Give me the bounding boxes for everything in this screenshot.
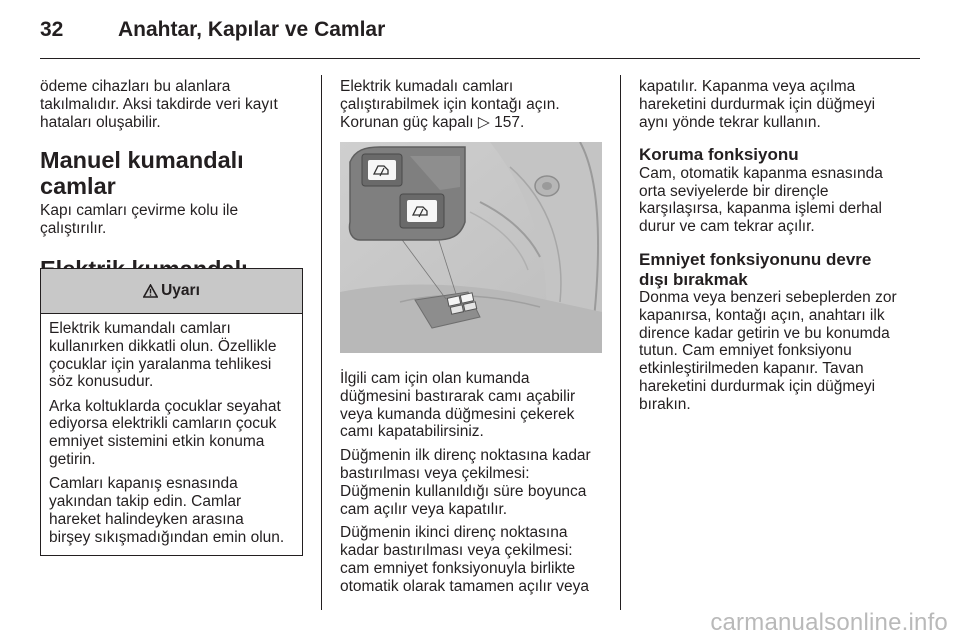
warning-triangle-icon	[143, 284, 158, 298]
intro-paragraph: Elektrik kumadalı camları çalıştırabilmek için kontağı açın. Korunan güç kapalı ▷ 157.	[340, 78, 560, 131]
warning-body	[41, 314, 302, 547]
manuel-paragraph: Kapı camları çevirme kolu ile çalıştırılır.	[40, 202, 239, 238]
door-window-switches-image	[340, 142, 602, 353]
column-2-lower	[340, 370, 602, 596]
header-divider	[40, 58, 920, 59]
intro-paragraph: ödeme cihazları bu alanlara takılmalıdır. Aksi takdirde veri kayıt hataları oluşabilir.	[40, 78, 278, 131]
heading-protection-function: Koruma fonksiyonu	[639, 145, 799, 165]
page-title: Anahtar, Kapılar ve Camlar	[118, 18, 386, 41]
second-resistance-paragraph: Düğmenin ikinci direnç noktasına kadar bastırılması veya çekilmesi: cam emniyet fonksiyonuyla birlikte otomatik olarak tamamen açılır veya	[340, 524, 589, 595]
operation-paragraph: İlgili cam için olan kumanda düğmesini bastırarak camı açabilir veya kumanda düğmesini çekerek camı kapatabilirsiniz.	[340, 370, 576, 441]
column-3	[639, 78, 909, 414]
column-divider-1	[321, 75, 322, 610]
page-number: 32	[40, 18, 64, 41]
protection-paragraph: Cam, otomatik kapanma esnasında orta seviyelerde bir dirençle karşılaşırsa, kapanma işlemi derhal durur ve cam tekrar açılır.	[639, 164, 883, 236]
door-switch-figure	[340, 142, 602, 353]
warning-paragraph: Arka koltuklarda çocuklar seyahat ediyorsa elektrikli camların çocuk emniyet sistemini etkin konuma getirin.	[49, 397, 281, 469]
warning-box	[40, 268, 303, 556]
heading-disable-safety: Emniyet fonksiyonunu devre dışı bırakmak	[639, 250, 872, 289]
page-header	[40, 18, 920, 48]
continuation-paragraph: kapatılır. Kapanma veya açılma hareketini durdurmak için düğmeyi aynı yönde tekrar kullanın.	[639, 78, 876, 131]
warning-label: Uyarı	[161, 282, 200, 299]
column-2	[340, 78, 602, 131]
warning-paragraph: Camları kapanış esnasında yakından takip edin. Camlar hareket halindeyken arasına birşey sıkışmadığından emin olun.	[49, 475, 285, 546]
page-reference-icon: ▷	[477, 113, 490, 131]
first-resistance-paragraph: Düğmenin ilk direnç noktasına kadar bastırılması veya çekilmesi: Düğmenin kullanıldığı süre boyunca cam açılır veya kapatılır.	[340, 447, 591, 518]
disable-safety-paragraph: Donma veya benzeri sebeplerden zor kapanırsa, kontağı açın, anahtarı ilk dirence kadar getirin ve bu konumda tutun. Cam emniyet fonksiyonu etkinleştirilmeden kapanır. Tavan hareketini durdurmak için düğmeyi bırakın.	[639, 289, 897, 413]
heading-manuel-windows: Manuel kumandalı camlar	[40, 147, 244, 200]
column-divider-2	[620, 75, 621, 610]
warning-paragraph: Elektrik kumandalı camları kullanırken dikkatli olun. Özellikle çocuklar için yaralanma tehlikesi söz konusudur.	[49, 320, 277, 391]
warning-header	[41, 269, 302, 314]
watermark: carmanualsonline.info	[710, 609, 948, 636]
